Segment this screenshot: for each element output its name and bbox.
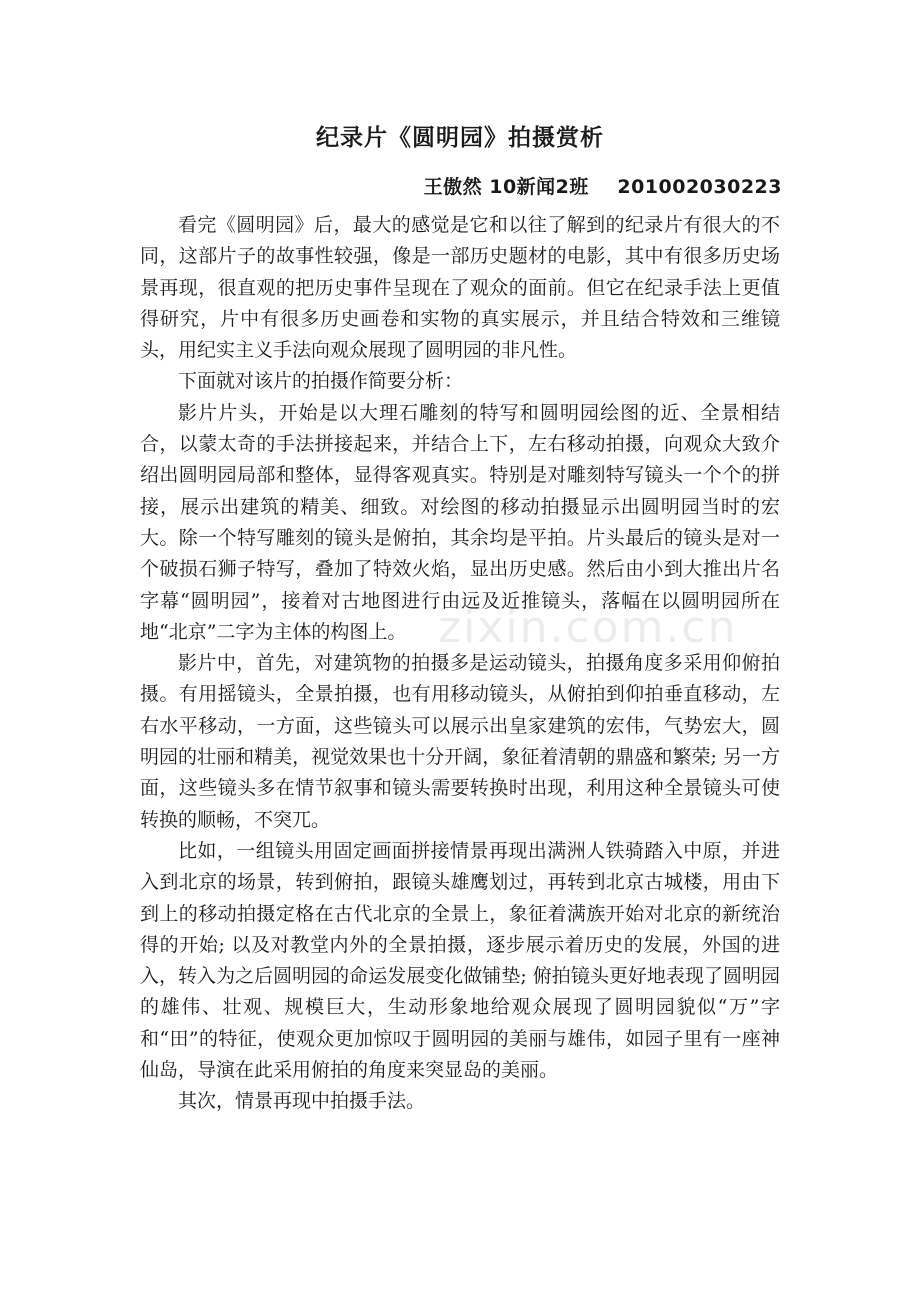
- paragraph: 下面就对该片的拍摄作简要分析：: [178, 370, 464, 393]
- author-byline: 王傲然 10新闻2班 201002030223: [423, 176, 782, 198]
- paragraph: 影片片头，开始是以大理石雕刻的特写和圆明园绘图的近、全景相结合，以蒙太奇的手法拼接起来，并结合上下，左右移动拍摄，向观众大致介绍出圆明园局部和整体，显得客观真实。特别是对雕刻特写镜头一个个的拼接，展示出建筑的精美、细致。对绘图的移动拍摄显示出圆明园当时的宏大。除一个特写雕刻的镜头是俯拍，其余均是平拍。片头最后的镜头是对一个破损石狮子特写，叠加了特效火焰，显出历史感。然后由小到大推出片名字幕“圆明园”，接着对古地图进行由远及近推镜头，落幅在以圆明园所在地“北京”二字为主体的构图上。: [140, 401, 780, 643]
- watermark: zixin.com.cn: [438, 602, 738, 653]
- paragraph: 看完《圆明园》后，最大的感觉是它和以往了解到的纪录片有很大的不同，这部片子的故事性较强，像是一部历史题材的电影，其中有很多历史场景再现，很直观的把历史事件呈现在了观众的面前。但它在纪录手法上更值得研究，片中有很多历史画卷和实物的真实展示，并且结合特效和三维镜头，用纪实主义手法向观众展现了圆明园的非凡性。: [140, 214, 780, 362]
- paragraph: 其次，情景再现中拍摄手法。: [178, 1090, 426, 1113]
- paragraph: 影片中，首先，对建筑物的拍摄多是运动镜头，拍摄角度多采用仰俯拍摄。有用摇镜头，全景拍摄，也有用移动镜头，从俯拍到仰拍垂直移动，左右水平移动，一方面，这些镜头可以展示出皇家建筑的宏伟，气势宏大，圆明园的壮丽和精美，视觉效果也十分开阔，象征着清朝的鼎盛和繁荣; 另一方面，这些镜头多在情节叙事和镜头需要转换时出现，利用这种全景镜头可使转换的顺畅，不突兀。: [140, 652, 780, 831]
- paragraph: 比如，一组镜头用固定画面拼接情景再现出满洲人铁骑踏入中原，并进入到北京的场景，转到俯拍，跟镜头雄鹰划过，再转到北京古城楼，用由下到上的移动拍摄定格在古代北京的全景上，象征着满族开始对北京的新统治得的开始; 以及对教堂内外的全景拍摄，逐步展示着历史的发展，外国的进入，转入为之后圆明园的命运发展变化做铺垫; 俯拍镜头更好地表现了圆明园的雄伟、壮观、规模巨大，生动形象地给观众展现了圆明园貌似“万”字和“田”的特征，使观众更加惊叹于圆明园的美丽与雄伟，如园子里有一座神仙岛，导演在此采用俯拍的角度来突显岛的美丽。: [140, 839, 780, 1082]
- document-title: 纪录片《圆明园》拍摄赏析: [316, 125, 604, 151]
- document-body: [140, 210, 780, 1118]
